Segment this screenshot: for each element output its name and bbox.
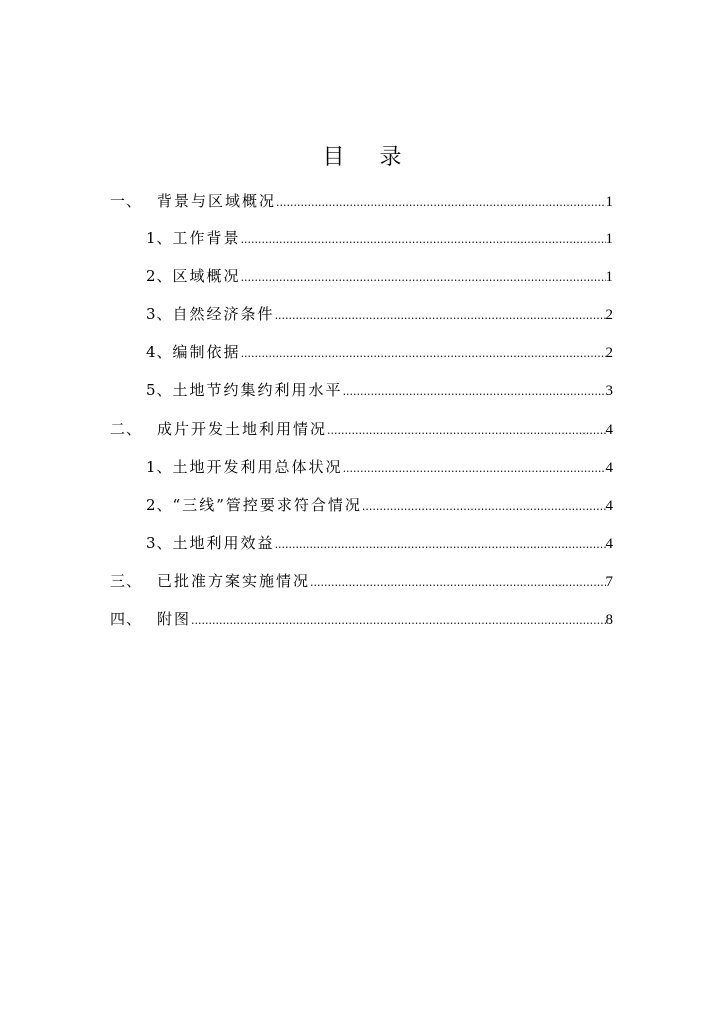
- toc-entry-number: 2、: [146, 496, 173, 514]
- toc-leader-dots: [241, 343, 606, 365]
- toc-entry-page: 1: [605, 231, 613, 247]
- toc-entry-label: 已批准方案实施情况: [157, 572, 311, 590]
- toc-leader-dots: [191, 610, 605, 632]
- toc-entry-page: 1: [605, 269, 613, 285]
- toc-leader-dots: [343, 458, 606, 480]
- toc-entry-label: 土地开发利用总体状况: [172, 458, 343, 476]
- toc-leader-dots: [327, 420, 605, 442]
- toc-entry-2[interactable]: [110, 418, 613, 440]
- toc-leader-dots: [275, 305, 606, 327]
- toc-entry-number: 1、: [146, 458, 173, 476]
- toc-entry-number: 三、: [110, 572, 143, 590]
- toc-entry-page: 7: [605, 574, 613, 590]
- toc-entry-label: 土地节约集约利用水平: [172, 381, 343, 399]
- toc-entry-page: 2: [605, 345, 613, 361]
- toc-entry-3[interactable]: [110, 570, 613, 592]
- toc-leader-dots: [343, 381, 606, 403]
- toc-entry-number: 1、: [146, 229, 173, 247]
- toc-entry-number: 二、: [110, 420, 143, 438]
- toc-entry-4[interactable]: [110, 608, 613, 630]
- toc-entry-label: 背景与区域概况: [157, 192, 277, 210]
- toc-entry-1-4[interactable]: [146, 341, 613, 363]
- toc-entry-page: 4: [605, 460, 613, 476]
- toc-entry-page: 8: [605, 612, 613, 628]
- toc-leader-dots: [362, 496, 606, 518]
- toc-leader-dots: [241, 267, 606, 289]
- toc-entry-1-3[interactable]: [146, 303, 613, 325]
- toc-entry-number: 4、: [146, 343, 173, 361]
- toc-entry-page: 2: [605, 307, 613, 323]
- toc-entry-label: 工作背景: [172, 229, 241, 247]
- toc-entry-label: 自然经济条件: [172, 305, 275, 323]
- toc-entry-number: 3、: [146, 534, 173, 552]
- toc-entry-label: 附图: [157, 610, 192, 628]
- toc-entry-page: 4: [605, 536, 613, 552]
- toc-entry-label: 成片开发土地利用情况: [157, 420, 328, 438]
- toc-entry-label: “三线”管控要求符合情况: [172, 496, 362, 514]
- toc-entry-label: 土地利用效益: [172, 534, 275, 552]
- toc-leader-dots: [310, 572, 605, 594]
- toc-entry-2-2[interactable]: [146, 494, 613, 516]
- toc-entry-page: 3: [605, 383, 613, 399]
- toc-entry-number: 3、: [146, 305, 173, 323]
- toc-entry-1-1[interactable]: [146, 227, 613, 249]
- toc-entry-number: 一、: [110, 192, 143, 210]
- toc-leader-dots: [241, 229, 606, 251]
- toc-entry-page: 4: [605, 498, 613, 514]
- toc-entry-number: 四、: [110, 610, 143, 628]
- toc-entry-2-3[interactable]: [146, 532, 613, 554]
- toc-entry-2-1[interactable]: [146, 456, 613, 478]
- toc-leader-dots: [275, 534, 606, 556]
- toc-entry-page: 4: [605, 422, 613, 438]
- toc-entry-label: 区域概况: [172, 267, 241, 285]
- toc-entry-1-5[interactable]: [146, 379, 613, 401]
- toc-entry-1-2[interactable]: [146, 265, 613, 287]
- toc-entry-number: 5、: [146, 381, 173, 399]
- toc-leader-dots: [276, 192, 605, 214]
- toc-entry-1[interactable]: [110, 190, 613, 212]
- toc-entry-page: 1: [605, 194, 613, 210]
- toc-title: 目 录: [322, 145, 416, 170]
- toc-entry-number: 2、: [146, 267, 173, 285]
- toc-entry-label: 编制依据: [172, 343, 241, 361]
